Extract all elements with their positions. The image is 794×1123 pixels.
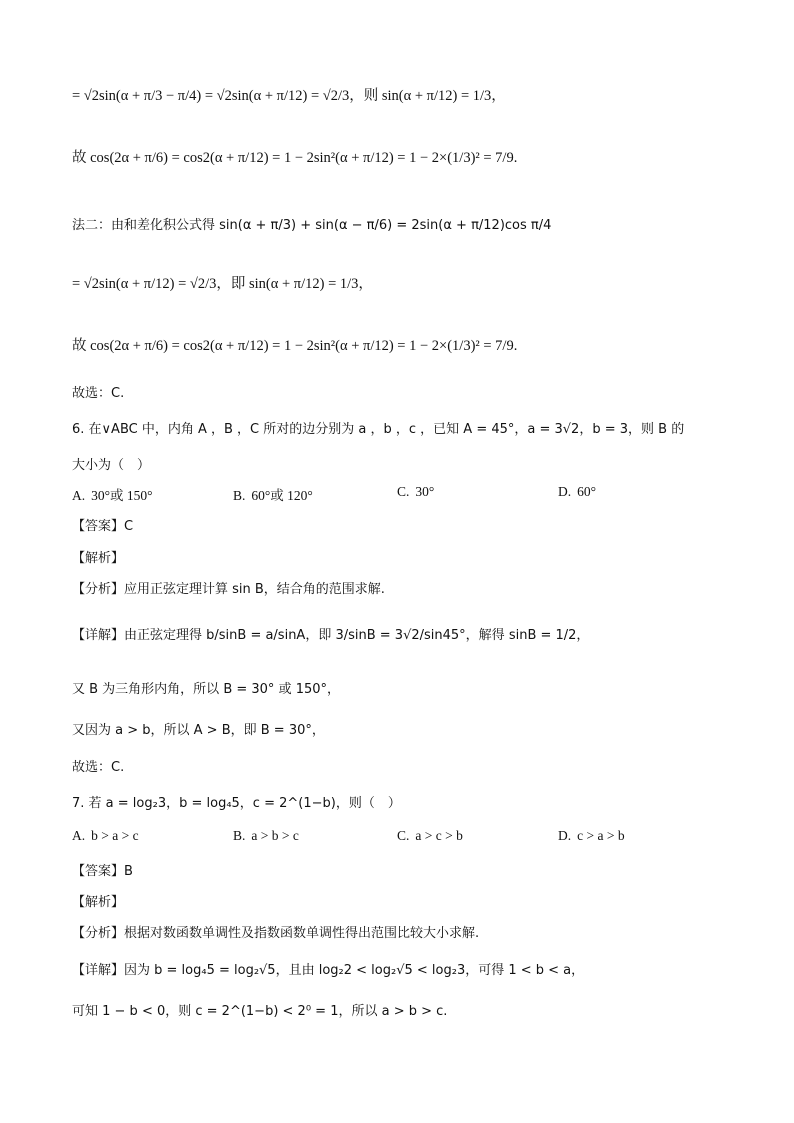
option-label: B.	[233, 488, 246, 503]
option-b	[233, 484, 313, 504]
choice-line: 故选：C.	[72, 386, 125, 401]
detail-6-line-3: 又因为 a > b，所以 A > B，即 B = 30°，	[72, 723, 325, 738]
method-two-line: 法二：由和差化积公式得 sin(α + π/3) + sin(α − π/6) = 2sin(α + π/12)cos π/4	[72, 218, 552, 233]
answer-7: 【答案】B	[72, 864, 133, 879]
option-a	[72, 484, 153, 504]
detail-6-line-2: 又 B 为三角形内角，所以 B = 30° 或 150°，	[72, 682, 341, 697]
option-text: b > a > c	[91, 828, 139, 843]
option-label: D.	[558, 828, 572, 843]
option-text: 60°或 120°	[251, 488, 313, 503]
option-c	[397, 484, 434, 500]
analysis-heading-6: 【解析】	[72, 551, 125, 566]
choice-6: 故选：C.	[72, 760, 125, 775]
answer-6: 【答案】C	[72, 519, 134, 534]
option-label: B.	[233, 828, 246, 843]
derivation-line-1: = √2sin(α + π/3 − π/4) = √2sin(α + π/12) = √2/3，则 sin(α + π/12) = 1/3，	[72, 88, 506, 104]
option-label: A.	[72, 488, 86, 503]
option-label: A.	[72, 828, 86, 843]
option-label: C.	[397, 484, 410, 499]
option-a	[72, 828, 139, 844]
option-c	[397, 828, 463, 844]
question-7-stem: 7. 若 a = log₂3，b = log₄5，c = 2^(1−b)，则（ ）	[72, 796, 401, 811]
analysis-7: 【分析】根据对数函数单调性及指数函数单调性得出范围比较大小求解.	[72, 926, 480, 941]
analysis-heading-7: 【解析】	[72, 895, 125, 910]
option-d	[558, 484, 596, 500]
option-text: a > b > c	[251, 828, 299, 843]
option-label: D.	[558, 484, 572, 499]
option-b	[233, 828, 299, 844]
option-text: 30°或 150°	[91, 488, 153, 503]
option-text: 30°	[415, 484, 435, 499]
question-6-stem: 6. 在∨ABC 中，内角 A ，B ，C 所对的边分别为 a ，b ，c ，已知 A = 45°，a = 3√2，b = 3，则 B 的	[72, 422, 685, 437]
analysis-6: 【分析】应用正弦定理计算 sin B，结合角的范围求解.	[72, 582, 385, 597]
detail-6: 【详解】由正弦定理得 b/sinB = a/sinA，即 3/sinB = 3√2/sin45°，解得 sinB = 1/2，	[72, 628, 590, 643]
option-text: 60°	[577, 484, 597, 499]
option-label: C.	[397, 828, 410, 843]
derivation-line-2: 故 cos(2α + π/6) = cos2(α + π/12) = 1 − 2sin²(α + π/12) = 1 − 2×(1/3)² = 7/9.	[72, 150, 518, 166]
derivation-line-4: = √2sin(α + π/12) = √2/3，即 sin(α + π/12) = 1/3，	[72, 276, 373, 292]
detail-7-line-2: 可知 1 − b < 0，则 c = 2^(1−b) < 2⁰ = 1，所以 a > b > c.	[72, 1004, 448, 1019]
question-6-stem-cont: 大小为（ ）	[72, 458, 151, 473]
detail-7: 【详解】因为 b = log₄5 = log₂√5，且由 log₂2 < log₂√5 < log₂3，可得 1 < b < a，	[72, 963, 585, 978]
option-d	[558, 828, 625, 844]
derivation-line-5: 故 cos(2α + π/6) = cos2(α + π/12) = 1 − 2sin²(α + π/12) = 1 − 2×(1/3)² = 7/9.	[72, 338, 518, 354]
option-text: a > c > b	[415, 828, 463, 843]
option-text: c > a > b	[577, 828, 625, 843]
